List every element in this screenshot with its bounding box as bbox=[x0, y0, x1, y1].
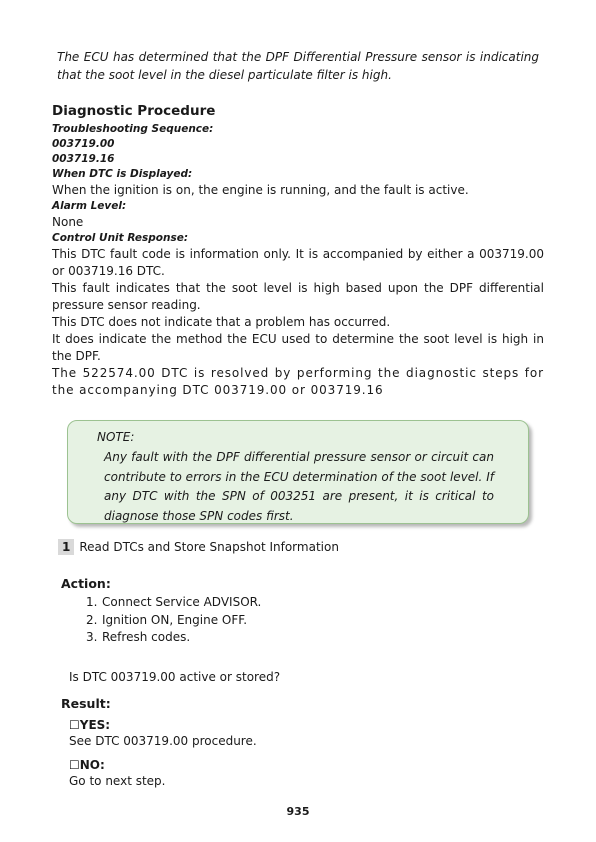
diagnostic-procedure bbox=[52, 103, 544, 399]
note-label: NOTE: bbox=[97, 430, 135, 444]
list-item: 2. Ignition ON, Engine OFF. bbox=[86, 612, 248, 627]
alarm-level-label: Alarm Level: bbox=[52, 200, 127, 212]
response-paragraph: This fault indicates that the soot level is high based upon the DPF differential pressure sensor reading. bbox=[52, 281, 544, 312]
action-label: Action: bbox=[61, 576, 111, 591]
action-list bbox=[86, 594, 261, 647]
no-label: ☐NO: bbox=[69, 758, 105, 772]
sequence-code: 003719.16 bbox=[52, 153, 115, 165]
sequence-code: 003719.00 bbox=[52, 138, 115, 150]
page-number: 935 bbox=[286, 805, 310, 818]
procedure-title: Diagnostic Procedure bbox=[52, 103, 216, 119]
list-item: 1. Connect Service ADVISOR. bbox=[86, 595, 262, 609]
response-paragraph: This DTC fault code is information only. It is accompanied by either a 003719.00 or 003719.16 DTC. bbox=[52, 247, 544, 278]
yes-label: ☐YES: bbox=[69, 718, 111, 732]
step-question: Is DTC 003719.00 active or stored? bbox=[69, 670, 281, 684]
result-label: Result: bbox=[61, 696, 111, 711]
alarm-level-value: None bbox=[52, 215, 84, 229]
step-header bbox=[58, 539, 339, 555]
note-text: Any fault with the DPF differential pressure sensor or circuit can contribute to errors in the ECU determination of the soot level. If any DTC with the SPN of 003251 are present, it is critical to diagnose those SPN codes first. bbox=[104, 450, 494, 523]
troubleshooting-sequence-label: Troubleshooting Sequence: bbox=[52, 123, 214, 135]
yes-text: See DTC 003719.00 procedure. bbox=[69, 734, 257, 748]
no-text: Go to next step. bbox=[69, 774, 166, 788]
response-paragraph: This DTC does not indicate that a problem has occurred. bbox=[52, 315, 391, 329]
response-paragraph: It does indicate the method the ECU used to determine the soot level is high in the DPF. bbox=[52, 332, 544, 363]
when-displayed-label: When DTC is Displayed: bbox=[52, 168, 193, 180]
result-yes-option[interactable] bbox=[69, 718, 257, 748]
response-paragraph: The 522574.00 DTC is resolved by performing the diagnostic steps for the accompanying DTC 003719.00 or 003719.16 bbox=[52, 366, 544, 397]
control-unit-response-label: Control Unit Response: bbox=[52, 232, 189, 244]
step-number-badge: 1 bbox=[58, 539, 74, 555]
intro-text: The ECU has determined that the DPF Differential Pressure sensor is indicating that the soot level in the diesel particulate filter is high. bbox=[57, 50, 539, 82]
result-no-option[interactable] bbox=[69, 758, 166, 788]
list-item: 3. Refresh codes. bbox=[86, 630, 191, 644]
when-displayed-text: When the ignition is on, the engine is running, and the fault is active. bbox=[52, 183, 469, 197]
step-title: Read DTCs and Store Snapshot Information bbox=[79, 540, 339, 554]
note-box bbox=[67, 420, 529, 524]
